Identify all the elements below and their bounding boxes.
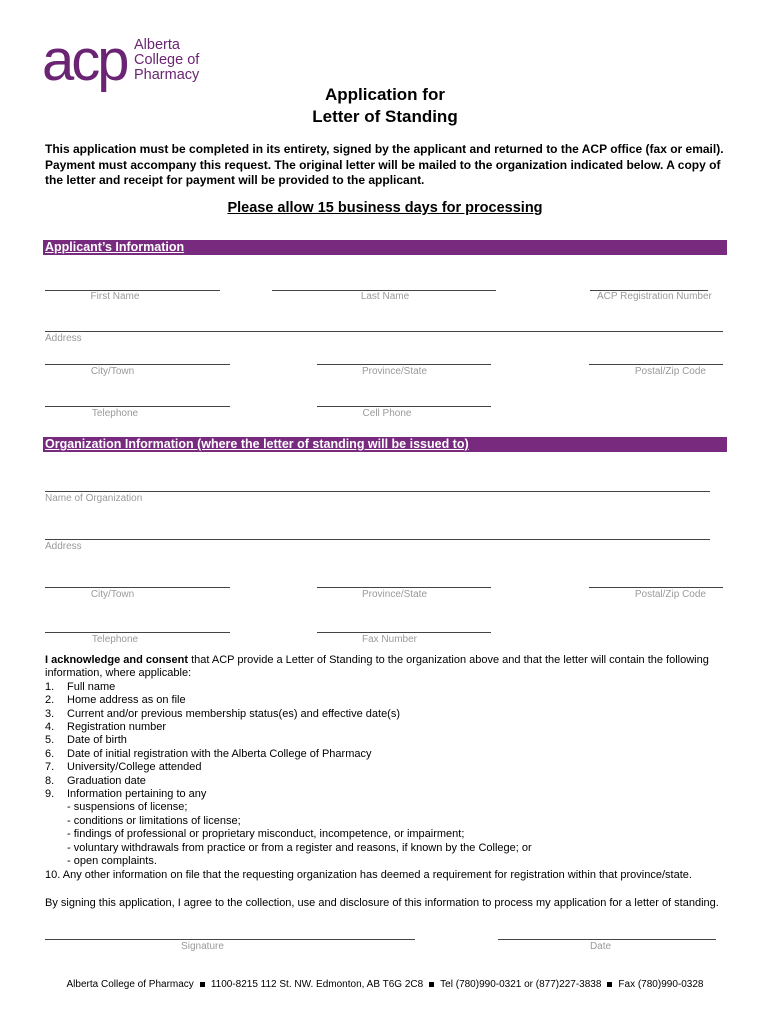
org-telephone-label: Telephone [91,634,139,645]
logo-wordmark: Alberta College of Pharmacy [134,37,200,83]
list-item: 6. Date of initial registration with the Alberta College of Pharmacy [45,747,372,760]
sub-list-item: - findings of professional or proprietary misconduct, incompetence, or impairment; [67,828,465,841]
bullet-square-icon [429,982,434,987]
organization-section-header: Organization Information (where the letter of standing will be issued to) [43,437,727,452]
applicant-address-field[interactable] [45,331,723,332]
sub-list-item: - open complaints. [67,855,157,868]
org-province-field[interactable] [317,587,491,588]
list-item: 3. Current and/or previous membership status(es) and effective date(s) [45,707,401,720]
list-item: 1. Full name [45,680,116,693]
last-name-label: Last Name [360,291,410,302]
org-name-label: Name of Organization [45,493,143,504]
applicant-city-field[interactable] [45,364,230,365]
consent-block [45,654,735,910]
bullet-square-icon [200,982,205,987]
org-city-field[interactable] [45,587,230,588]
org-postal-label: Postal/Zip Code [634,589,706,600]
list-item: 5. Date of birth [45,734,127,747]
applicant-telephone-label: Telephone [91,408,139,419]
list-item: 7. University/College attended [45,761,202,774]
applicant-cell-label: Cell Phone [362,408,412,419]
processing-notice: Please allow 15 business days for processing [227,200,543,216]
list-item: 8. Graduation date [45,774,146,787]
acp-registration-label: ACP Registration Number [597,291,712,302]
page-title: Application for Letter of Standing [312,85,458,126]
org-address-field[interactable] [45,539,710,540]
applicant-province-field[interactable] [317,364,491,365]
date-field[interactable] [498,939,716,940]
org-fax-field[interactable] [317,632,491,633]
list-item: 2. Home address as on file [45,694,186,707]
org-address-label: Address [45,541,82,552]
consent-list [45,681,735,882]
applicant-province-label: Province/State [361,366,428,377]
first-name-label: First Name [90,291,140,302]
list-item: 9. Information pertaining to any [45,788,207,801]
sub-list-item: - conditions or limitations of license; [67,814,241,827]
applicant-city-label: City/Town [90,366,135,377]
applicant-address-label: Address [45,333,82,344]
org-postal-field[interactable] [589,587,723,588]
org-fax-label: Fax Number [361,634,417,645]
applicant-cell-field[interactable] [317,406,491,407]
applicant-postal-label: Postal/Zip Code [634,366,706,377]
sub-list-item: - voluntary withdrawals from practice or from a register and reasons, if known by the College; or [67,841,532,854]
sub-list-item: - suspensions of license; [67,801,188,814]
applicant-telephone-field[interactable] [45,406,230,407]
list-item: 10. Any other information on file that the requesting organization has deemed a requirement for registration within that province/state. [45,868,692,881]
date-label: Date [589,941,612,952]
org-province-label: Province/State [361,589,428,600]
footer: Alberta College of Pharmacy 1100-8215 112 St. NW. Edmonton, AB T6G 2C8 Tel (780)990-0321 or (877)227-3838 Fax (780)990-0328 [66,979,704,990]
signature-label: Signature [181,941,224,952]
applicant-postal-field[interactable] [589,364,723,365]
applicant-section-header: Applicant’s Information [43,240,727,255]
intro-text: This application must be completed in its entirety, signed by the applicant and returned to the ACP office (fax or email). Payment must accompany this request. The original letter will be mailed to the organization indicated below. A copy of the letter and receipt for payment will be provided to the applicant. [45,142,724,187]
org-city-label: City/Town [90,589,135,600]
svg-text:acp: acp [42,32,127,93]
org-telephone-field[interactable] [45,632,230,633]
org-name-field[interactable] [45,491,710,492]
bullet-square-icon [607,982,612,987]
list-item: 4. Registration number [45,721,167,734]
consent-statement: I acknowledge and consent that ACP provide a Letter of Standing to the organization above and that the letter will contain the following information, where applicable: [45,654,709,680]
agreement-text: By signing this application, I agree to the collection, use and disclosure of this information to process my application for a letter of standing. [45,896,719,909]
signature-field[interactable] [45,939,415,940]
